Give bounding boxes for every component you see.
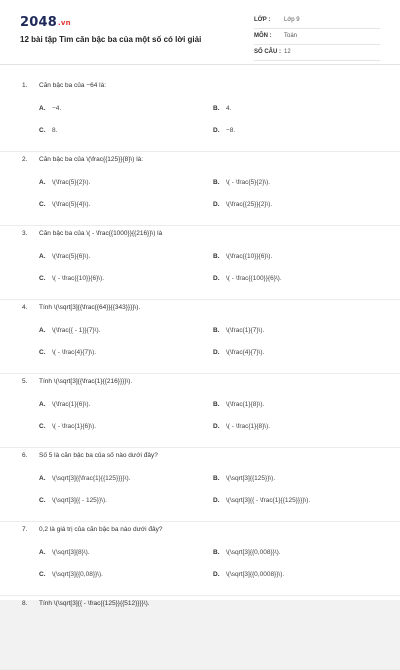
option-letter: B.	[213, 401, 220, 408]
question-text: Tính \(\sqrt[3]{{ - \frac{{125}}{{512}}}}\).	[39, 600, 150, 607]
site-logo[interactable]: 2048.vn	[20, 15, 71, 30]
answer-option[interactable]	[213, 179, 270, 186]
option-letter: A.	[39, 105, 46, 112]
option-text: \(\frac{{25}}{2}\).	[226, 201, 273, 208]
question-text: 0,2 là giá trị của căn bậc ba nào dưới đây?	[39, 526, 163, 533]
answer-option[interactable]	[213, 571, 284, 578]
answer-option[interactable]	[213, 423, 270, 430]
option-letter: A.	[39, 179, 46, 186]
page-title: 12 bài tập Tìm căn bậc ba của một số có lời giải	[20, 35, 202, 44]
question-stem	[22, 82, 106, 89]
option-letter: D.	[213, 127, 220, 134]
question-number: 1.	[22, 82, 28, 89]
option-text: \(\frac{{ - 1}}{7}\).	[52, 327, 101, 334]
option-text: \(\sqrt[3]{{ - \frac{1}{{125}}}}\).	[226, 497, 311, 504]
option-text: 4.	[226, 105, 232, 112]
answer-option[interactable]	[39, 327, 100, 334]
answer-option[interactable]	[39, 105, 61, 112]
question-number: 4.	[22, 304, 28, 311]
option-text: \(\frac{{10}}{6}\).	[226, 253, 273, 260]
option-text: \( - \frac{5}{2}\).	[226, 179, 271, 186]
option-text: \(\frac{1}{6}\).	[52, 401, 91, 408]
option-letter: C.	[39, 275, 46, 282]
answer-option[interactable]	[213, 201, 272, 208]
question-item	[0, 374, 400, 448]
answer-option[interactable]	[213, 401, 264, 408]
question-number: 2.	[22, 156, 28, 163]
question-item	[0, 522, 400, 596]
question-number: 6.	[22, 452, 28, 459]
option-text: \(\frac{5}{2}\).	[52, 179, 91, 186]
question-stem	[22, 378, 132, 385]
answer-option[interactable]	[213, 105, 231, 112]
meta-key: SỐ CÂU :	[254, 49, 281, 55]
option-letter: B.	[213, 253, 220, 260]
meta-key: MÔN :	[254, 33, 272, 39]
question-number: 3.	[22, 230, 28, 237]
meta-info	[254, 14, 380, 62]
option-text: \(\sqrt[3]{8}\).	[52, 549, 90, 556]
option-text: \( - \frac{{100}}{6}\).	[226, 275, 282, 282]
option-text: \(\sqrt[3]{{ - 125}}\).	[52, 497, 107, 504]
option-text: \( - \frac{1}{6}\).	[52, 423, 97, 430]
answer-option[interactable]	[213, 253, 272, 260]
question-item	[0, 448, 400, 522]
option-text: 8.	[52, 127, 58, 134]
option-text: \(\sqrt[3]{{0,008}}\).	[226, 549, 281, 556]
answer-option[interactable]	[39, 549, 90, 556]
option-text: \( - \frac{4}{7}\).	[52, 349, 97, 356]
question-stem	[22, 230, 162, 237]
answer-option[interactable]	[39, 275, 104, 282]
question-item	[0, 300, 400, 374]
logo-suffix: .vn	[57, 19, 71, 27]
question-item	[0, 152, 400, 226]
option-text: \(\sqrt[3]{{0,0008}}\).	[226, 571, 285, 578]
question-item	[0, 596, 400, 670]
option-text: \(\frac{4}{7}\).	[226, 349, 265, 356]
question-number: 5.	[22, 378, 28, 385]
option-text: −8.	[226, 127, 236, 134]
answer-option[interactable]	[213, 497, 310, 504]
meta-value: Lớp 9	[284, 17, 300, 23]
question-stem	[22, 304, 140, 311]
answer-option[interactable]	[39, 201, 90, 208]
option-text: \( - \frac{{10}}{6}\).	[52, 275, 105, 282]
answer-option[interactable]	[39, 475, 130, 482]
meta-value: 12	[284, 49, 291, 55]
option-text: \(\sqrt[3]{{0,08}}\).	[52, 571, 103, 578]
answer-option[interactable]	[213, 275, 282, 282]
question-item	[0, 78, 400, 152]
question-item	[0, 226, 400, 300]
option-letter: D.	[213, 349, 220, 356]
option-text: \(\sqrt[3]{{\frac{1}{{125}}}}\).	[52, 475, 131, 482]
question-text: Tính \(\sqrt[3]{{\frac{1}{{216}}}}\).	[39, 378, 133, 385]
option-letter: D.	[213, 201, 220, 208]
option-letter: A.	[39, 401, 46, 408]
option-text: \(\frac{1}{7}\).	[226, 327, 265, 334]
option-letter: D.	[213, 275, 220, 282]
question-stem	[22, 452, 158, 459]
option-letter: B.	[213, 475, 220, 482]
worksheet-header	[0, 0, 400, 65]
question-list	[0, 78, 400, 670]
meta-value: Toán	[284, 33, 298, 39]
meta-row-count	[254, 46, 380, 61]
answer-option[interactable]	[39, 349, 96, 356]
option-letter: C.	[39, 571, 46, 578]
option-letter: B.	[213, 549, 220, 556]
answer-option[interactable]	[39, 253, 90, 260]
option-text: \(\frac{5}{4}\).	[52, 201, 91, 208]
option-letter: B.	[213, 105, 220, 112]
option-letter: A.	[39, 253, 46, 260]
question-text: Căn bậc ba của \(\frac{{125}}{8}\) là:	[39, 156, 144, 163]
answer-option[interactable]	[39, 571, 103, 578]
question-text: Tính \(\sqrt[3]{{\frac{{64}}{{343}}}}\).	[39, 304, 141, 311]
option-text: −4.	[52, 105, 62, 112]
question-stem	[22, 600, 150, 607]
option-letter: A.	[39, 327, 46, 334]
option-letter: D.	[213, 423, 220, 430]
option-letter: B.	[213, 327, 220, 334]
option-text: \(\frac{5}{6}\).	[52, 253, 91, 260]
answer-option[interactable]	[39, 423, 96, 430]
answer-option[interactable]	[39, 127, 57, 134]
question-text: Số 5 là căn bậc ba của số nào dưới đây?	[39, 452, 158, 459]
option-letter: A.	[39, 475, 46, 482]
option-letter: C.	[39, 201, 46, 208]
answer-option[interactable]	[213, 127, 235, 134]
option-letter: A.	[39, 549, 46, 556]
question-number: 7.	[22, 526, 28, 533]
answer-option[interactable]	[213, 549, 281, 556]
question-text: Căn bậc ba của \( - \frac{{1000}}{{216}}\) là	[39, 230, 163, 237]
option-letter: D.	[213, 571, 220, 578]
option-letter: C.	[39, 127, 46, 134]
option-letter: B.	[213, 179, 220, 186]
option-text: \( - \frac{1}{8}\).	[226, 423, 271, 430]
option-letter: C.	[39, 497, 46, 504]
option-letter: D.	[213, 497, 220, 504]
answer-option[interactable]	[213, 327, 264, 334]
answer-option[interactable]	[213, 475, 275, 482]
question-stem	[22, 156, 143, 163]
answer-option[interactable]	[39, 179, 90, 186]
question-number: 8.	[22, 600, 28, 607]
meta-row-grade	[254, 14, 380, 29]
option-text: \(\frac{1}{8}\).	[226, 401, 265, 408]
option-text: \(\sqrt[3]{{125}}\).	[226, 475, 276, 482]
option-letter: C.	[39, 423, 46, 430]
answer-option[interactable]	[39, 497, 107, 504]
answer-option[interactable]	[39, 401, 90, 408]
question-stem	[22, 526, 163, 533]
question-text: Căn bậc ba của −64 là:	[39, 82, 107, 89]
meta-row-subject	[254, 30, 380, 45]
answer-option[interactable]	[213, 349, 264, 356]
option-letter: C.	[39, 349, 46, 356]
meta-key: LỚP :	[254, 17, 271, 23]
